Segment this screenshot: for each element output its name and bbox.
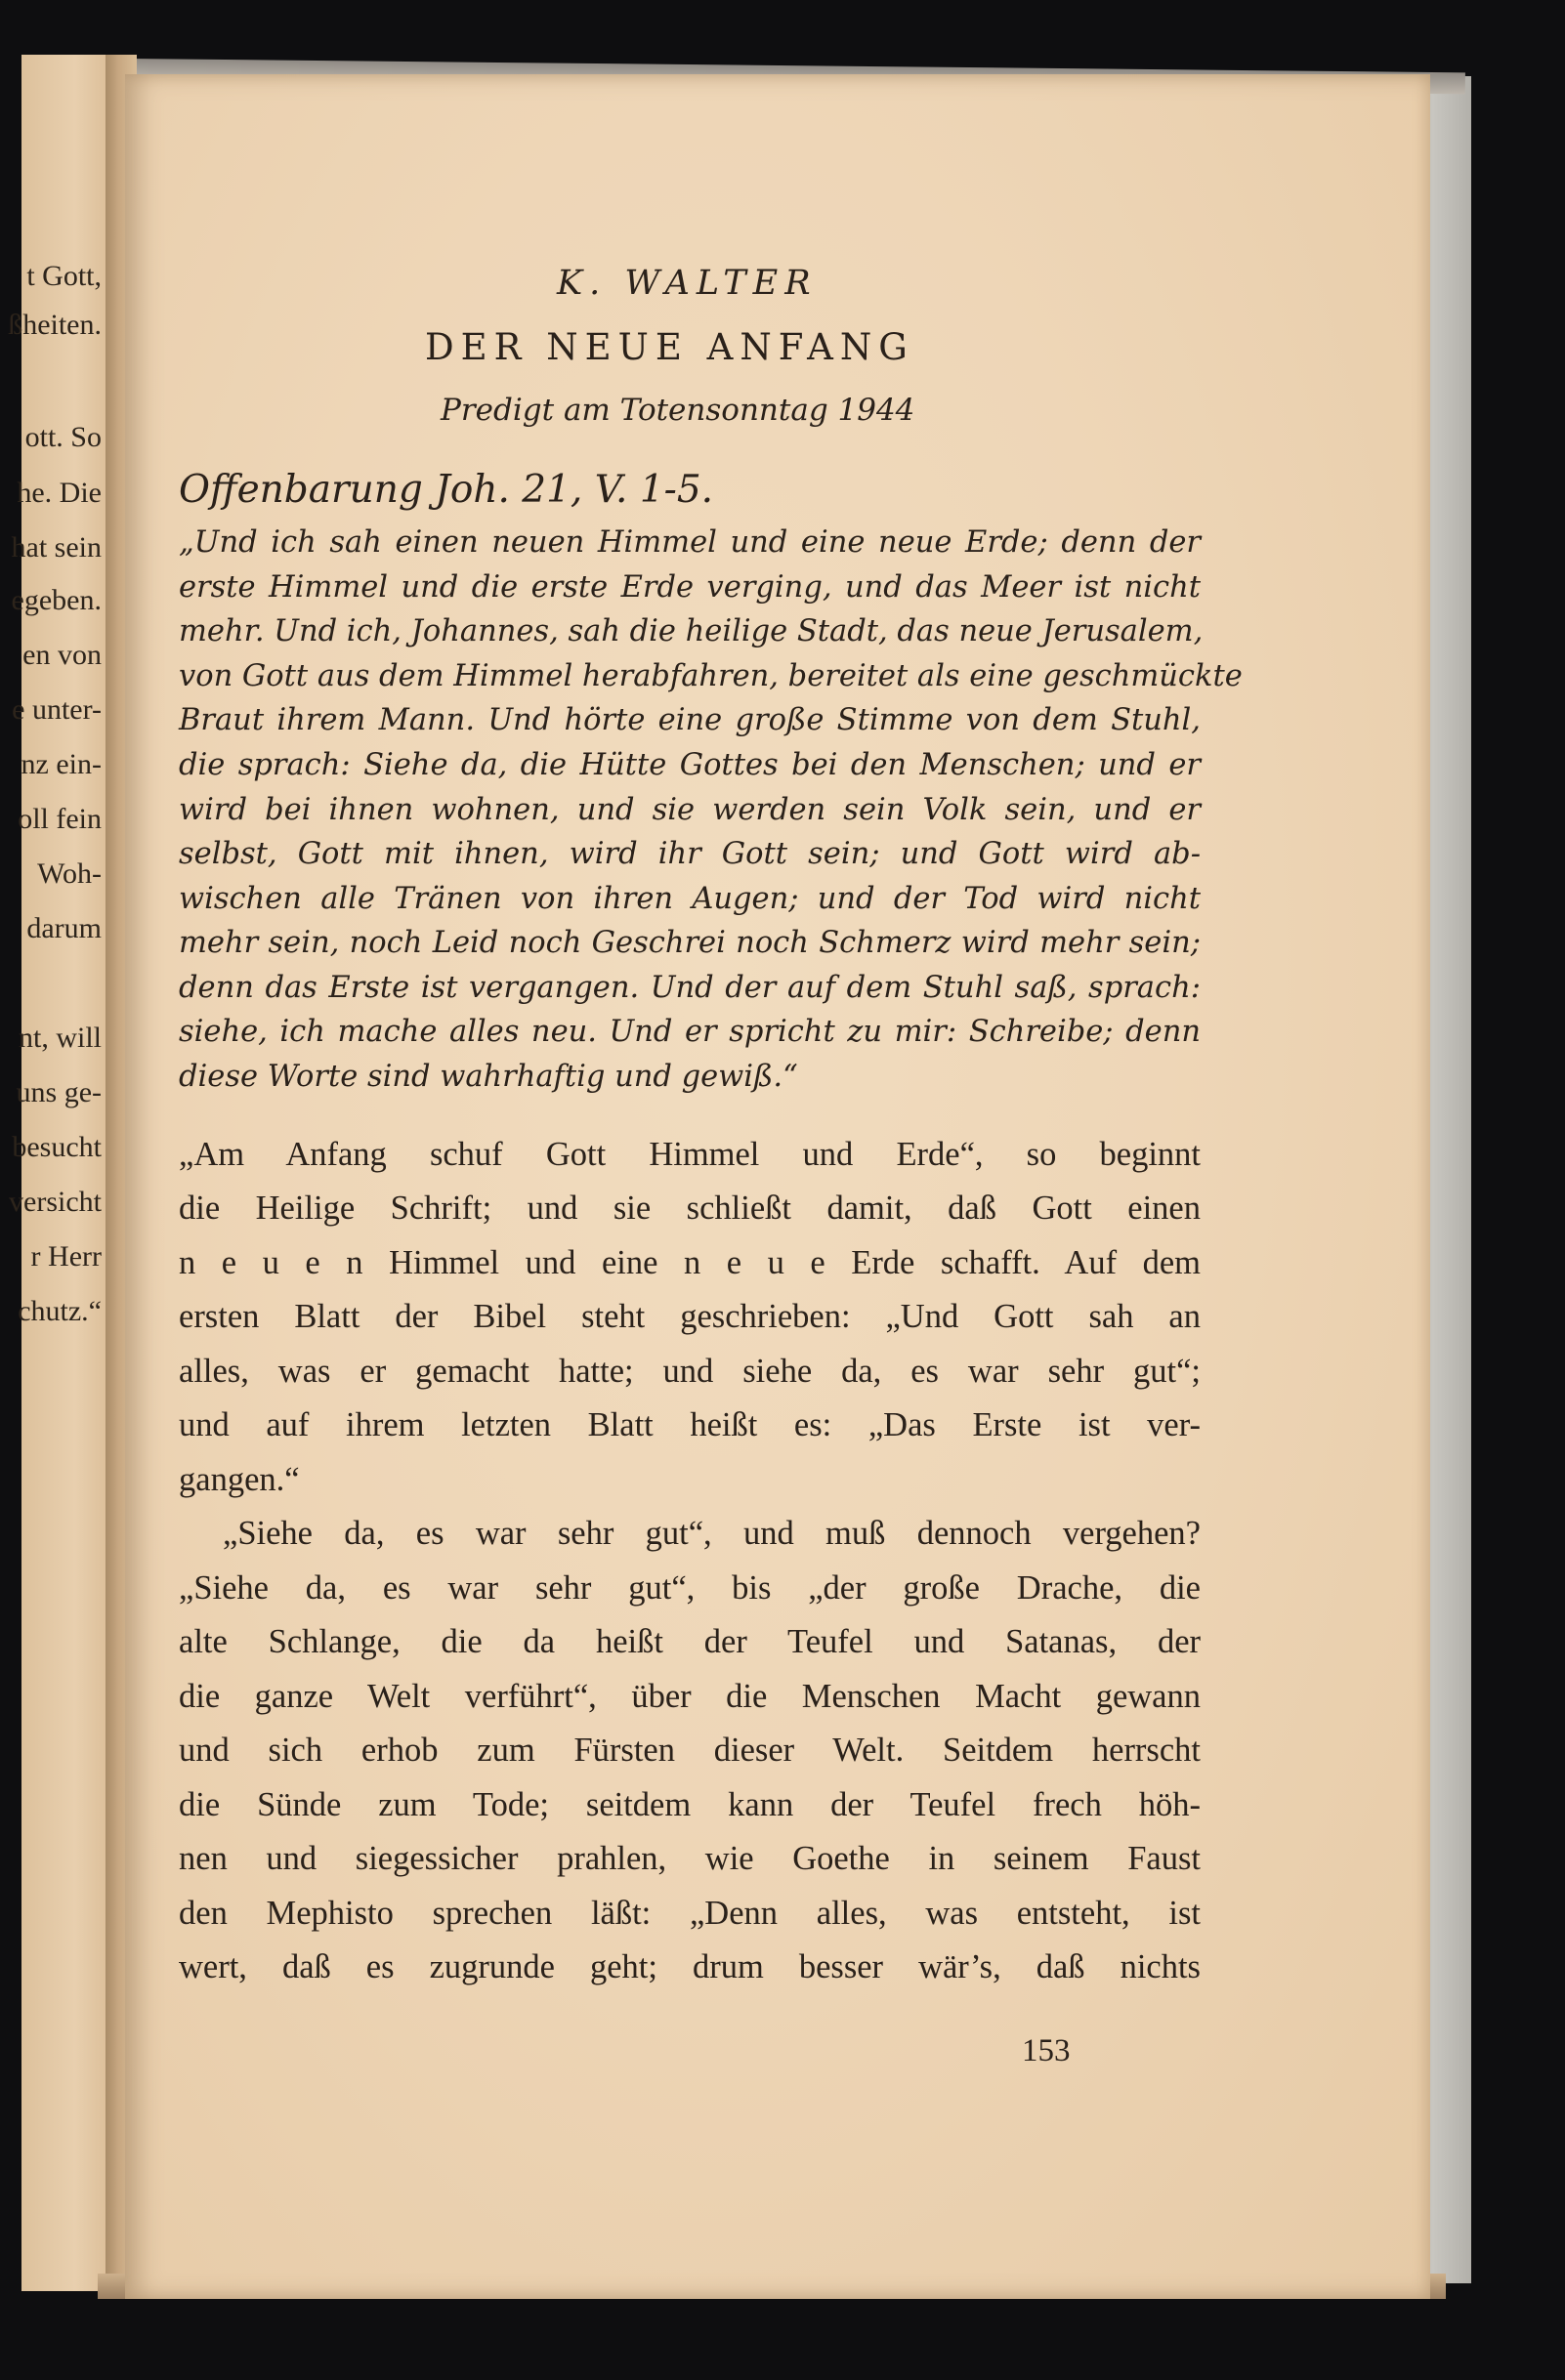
quote-line: Braut ihrem Mann. Und hörte eine große Stimme von dem Stuhl, — [179, 703, 1201, 737]
body-line: die Sünde zum Tode; seitdem kann der Teufel frech höh- — [179, 1786, 1201, 1823]
quote-line: von Gott aus dem Himmel herabfahren, bereitet als eine geschmückte — [179, 659, 1243, 693]
body-line: alles, was er gemacht hatte; und siehe da, es war sehr gut“; — [179, 1353, 1201, 1390]
body-line: gangen.“ — [179, 1461, 300, 1498]
body-line: n e u e n Himmel und eine n e u e Erde schafft. Auf dem — [179, 1244, 1201, 1281]
left-fragment: darum — [26, 912, 102, 944]
body-line: wert, daß es zugrunde geht; drum besser wär’s, daß nichts — [179, 1948, 1201, 1985]
body-line: „Am Anfang schuf Gott Himmel und Erde“, so beginnt — [179, 1136, 1201, 1173]
left-fragment: egeben. — [11, 584, 102, 616]
left-fragment: ott. So — [24, 421, 102, 453]
sermon-title: DER NEUE ANFANG — [425, 326, 914, 368]
previous-page-strip — [8, 55, 119, 2291]
quote-line: selbst, Gott mit ihnen, wird ihr Gott sein; und Gott wird ab- — [179, 837, 1201, 871]
body-line: die Heilige Schrift; und sie schließt damit, daß Gott einen — [179, 1190, 1201, 1227]
author-name: K. WALTER — [557, 264, 818, 303]
body-line: ersten Blatt der Bibel steht geschrieben: „Und Gott sah an — [179, 1298, 1201, 1335]
quote-line: die sprach: Siehe da, die Hütte Gottes bei den Menschen; und er — [179, 748, 1201, 782]
quote-line: denn das Erste ist vergangen. Und der auf dem Stuhl saß, sprach: — [179, 971, 1201, 1005]
quote-line: siehe, ich mache alles neu. Und er spricht zu mir: Schreibe; denn — [179, 1015, 1201, 1049]
body-line: und auf ihrem letzten Blatt heißt es: „Das Erste ist ver- — [179, 1406, 1201, 1443]
left-fragment: besucht — [12, 1131, 102, 1163]
left-fragment: nz ein- — [21, 748, 102, 780]
body-line: „Siehe da, es war sehr gut“, und muß dennoch vergehen? — [223, 1515, 1201, 1552]
left-fragment: hat sein — [11, 531, 102, 564]
quote-line: „Und ich sah einen neuen Himmel und eine neue Erde; denn der — [179, 525, 1201, 560]
body-line: und sich erhob zum Fürsten dieser Welt. Seitdem herrscht — [179, 1732, 1201, 1769]
body-line: nen und siegessicher prahlen, wie Goethe in seinem Faust — [179, 1840, 1201, 1877]
body-line: „Siehe da, es war sehr gut“, bis „der große Drache, die — [179, 1569, 1201, 1607]
left-fragment: chutz.“ — [18, 1295, 102, 1327]
left-fragment: he. Die — [17, 477, 102, 509]
sermon-subtitle: Predigt am Totensonntag 1944 — [441, 393, 915, 428]
body-line: den Mephisto sprechen läßt: „Denn alles, was entsteht, ist — [179, 1895, 1201, 1932]
body-line: die ganze Welt verführt“, über die Menschen Macht gewann — [179, 1678, 1201, 1715]
left-fragment: oll fein — [18, 803, 102, 835]
quote-line: erste Himmel und die erste Erde verging, und das Meer ist nicht — [179, 570, 1201, 605]
body-line: alte Schlange, die da heißt der Teufel und Satanas, der — [179, 1623, 1201, 1660]
left-fragment: nt, will — [18, 1022, 102, 1054]
left-fragment: uns ge- — [16, 1076, 102, 1108]
quote-line: wischen alle Tränen von ihren Augen; und der Tod wird nicht — [179, 882, 1201, 916]
scripture-reference: Offenbarung Joh. 21, V. 1-5. — [179, 468, 714, 512]
page-number: 153 — [1022, 2033, 1071, 2068]
quote-line: mehr. Und ich, Johannes, sah die heilige Stadt, das neue Jerusalem, — [179, 614, 1204, 648]
quote-line: diese Worte sind wahrhaftig und gewiß.“ — [179, 1060, 798, 1094]
left-fragment: Woh- — [37, 857, 102, 890]
quote-line: mehr sein, noch Leid noch Geschrei noch Schmerz wird mehr sein; — [179, 926, 1201, 960]
left-fragment: t Gott, — [26, 260, 102, 292]
left-fragment: ßheiten. — [8, 309, 102, 341]
left-fragment: en von — [22, 639, 102, 671]
quote-line: wird bei ihnen wohnen, und sie werden sein Volk sein, und er — [179, 793, 1201, 827]
left-fragment: e unter- — [12, 693, 102, 726]
left-fragment: versicht — [9, 1186, 102, 1218]
left-fragment: r Herr — [30, 1240, 102, 1273]
